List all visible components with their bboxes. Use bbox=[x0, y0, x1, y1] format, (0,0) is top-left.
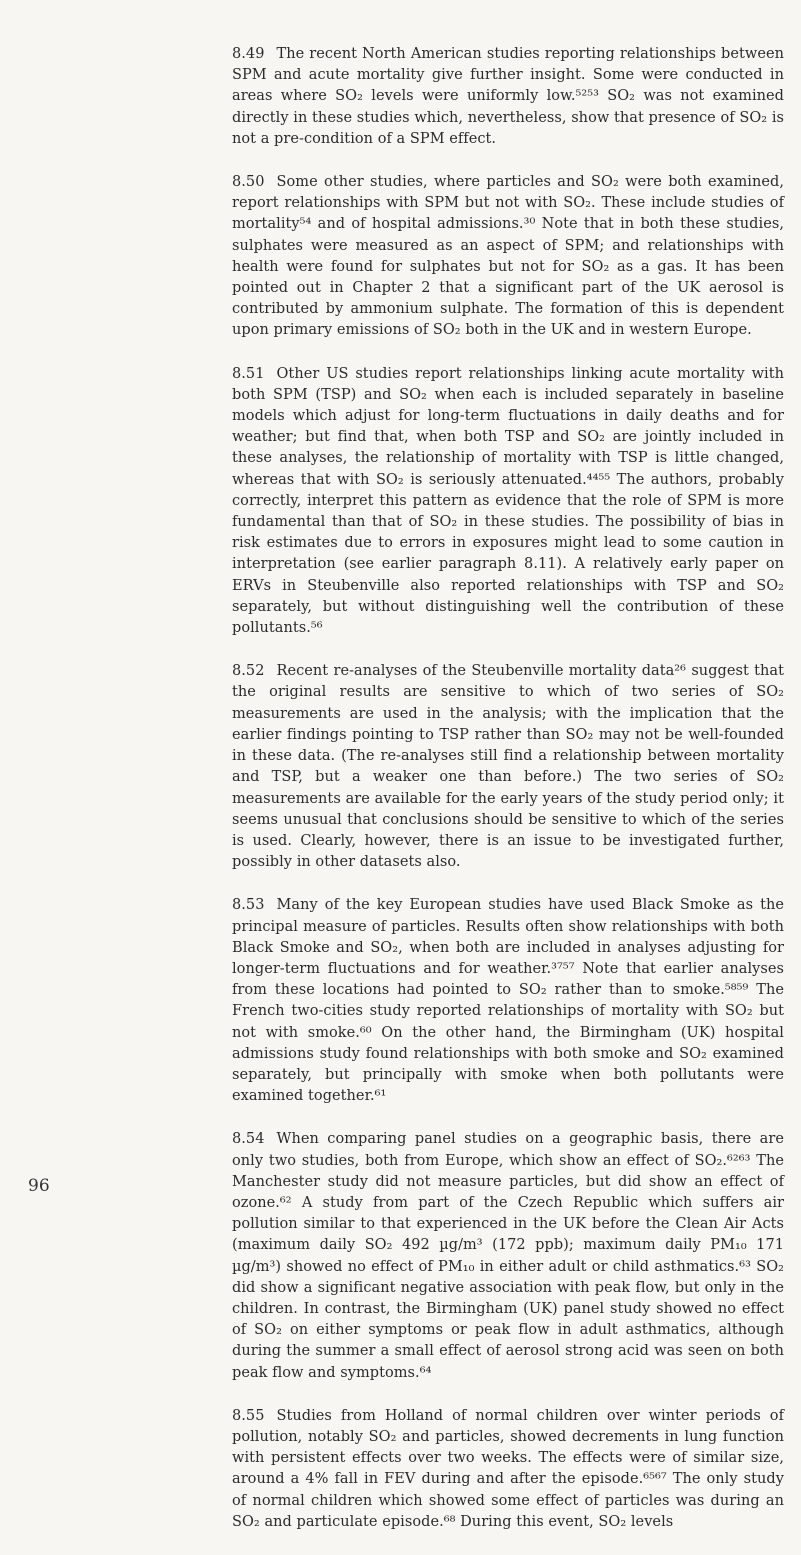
paragraph-text: Studies from Holland of normal children over winter periods of pollution, notably SO₂ and particles, showed decrements in lung function with persistent effects over two weeks. The effects were of similar size, around a 4% fall in FEV during and after the episode.⁶⁵⁶⁷ The only study of normal children which showed some effect of particles was during an SO₂ and particulate episode.⁶⁸ During this event, SO₂ levels bbox=[232, 1407, 784, 1530]
page-number: 96 bbox=[28, 1176, 50, 1196]
paragraph-text: Recent re-analyses of the Steubenville mortality data²⁶ suggest that the original results are sensitive to which of two series of SO₂ measurements are used in the analysis; with the implication that the earlier findings pointing to TSP rather than SO₂ may not be well-founded in these data. (The re-analyses still find a relationship between mortality and TSP, but a weaker one than before.) The two series of SO₂ measurements are available for the early years of the study period only; it seems unusual that conclusions should be sensitive to which of the series is used. Clearly, however, there is an issue to be investigated further, possibly in other datasets also. bbox=[232, 663, 784, 871]
paragraph-8-52 bbox=[232, 661, 784, 873]
paragraph-number: 8.52 bbox=[232, 663, 265, 680]
paragraph-number: 8.51 bbox=[232, 365, 265, 382]
paragraph-text: The recent North American studies reporting relationships between SPM and acute mortality give further insight. Some were conducted in areas where SO₂ levels were uniformly low.⁵²⁵³ SO₂ was not examined directly in these studies which, nevertheless, show that presence of SO₂ is not a pre-condition of a SPM effect. bbox=[232, 46, 784, 147]
paragraph-text: When comparing panel studies on a geographic basis, there are only two studies, both from Europe, which show an effect of SO₂.⁶²⁶³ The Manchester study did not measure particles, but did show an effect of ozone.⁶² A study from part of the Czech Republic which suffers air pollution similar to that experienced in the UK before the Clean Air Acts (maximum daily SO₂ 492 µg/m³ (172 ppb); maximum daily PM₁₀ 171 µg/m³) showed no effect of PM₁₀ in either adult or child asthmatics.⁶³ SO₂ did show a significant negative association with peak flow, but only in the children. In contrast, the Birmingham (UK) panel study showed no effect of SO₂ on either symptoms or peak flow in adult asthmatics, although during the summer a small effect of aerosol strong acid was seen on both peak flow and symptoms.⁶⁴ bbox=[232, 1131, 784, 1381]
paragraph-8-49 bbox=[232, 44, 784, 150]
paragraph-number: 8.49 bbox=[232, 46, 265, 62]
paragraph-text: Many of the key European studies have used Black Smoke as the principal measure of particles. Results often show relationships with both Black Smoke and SO₂, when both are included in analyses adjusting for longer-term fluctuations and for weather.³⁷⁵⁷ Note that earlier analyses from these locations had pointed to SO₂ rather than to smoke.⁵⁸⁵⁹ The French two-cities study reported relationships of mortality with SO₂ but not with smoke.⁶⁰ On the other hand, the Birmingham (UK) hospital admissions study found relationships with both smoke and SO₂ examined separately, but principally with smoke when both pollutants were examined together.⁶¹ bbox=[232, 897, 784, 1105]
paragraph-8-51 bbox=[232, 364, 784, 640]
paragraph-8-54 bbox=[232, 1129, 784, 1383]
paragraph-number: 8.50 bbox=[232, 174, 265, 191]
paragraph-number: 8.54 bbox=[232, 1131, 265, 1148]
body-text bbox=[232, 44, 784, 1555]
paragraph-number: 8.53 bbox=[232, 897, 265, 914]
paragraph-text: Other US studies report relationships linking acute mortality with both SPM (TSP) and SO₂ when each is included separately in baseline models which adjust for long-term fluctuations in daily deaths and for weather; but find that, when both TSP and SO₂ are jointly included in these analyses, the relationship of mortality with TSP is little changed, whereas that with SO₂ is seriously attenuated.⁴⁴⁵⁵ The authors, probably correctly, interpret this pattern as evidence that the role of SPM is more fundamental than that of SO₂ in these studies. The possibility of bias in risk estimates due to errors in exposures might lead to some caution in interpretation (see earlier paragraph 8.11). A relatively early paper on ERVs in Steubenville also reported relationships with TSP and SO₂ separately, but without distinguishing well the contribution of these pollutants.⁵⁶ bbox=[232, 365, 784, 637]
paragraph-number: 8.55 bbox=[232, 1407, 265, 1424]
paragraph-8-55 bbox=[232, 1406, 784, 1533]
paragraph-8-50 bbox=[232, 172, 784, 342]
paragraph-8-53 bbox=[232, 895, 784, 1107]
paragraph-text: Some other studies, where particles and SO₂ were both examined, report relationships with SPM but not with SO₂. These include studies of mortality⁵⁴ and of hospital admissions.³⁰ Note that in both these studies, sulphates were measured as an aspect of SPM; and relationships with health were found for sulphates but not for SO₂ as a gas. It has been pointed out in Chapter 2 that a significant part of the UK aerosol is contributed by ammonium sulphate. The formation of this is dependent upon primary emissions of SO₂ both in the UK and in western Europe. bbox=[232, 174, 784, 339]
